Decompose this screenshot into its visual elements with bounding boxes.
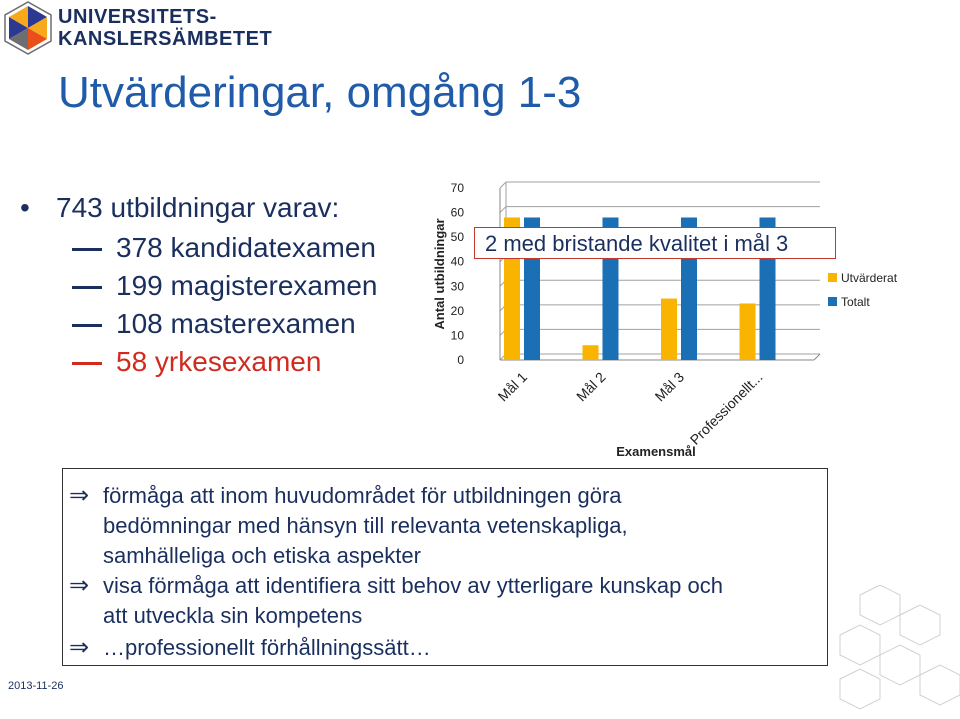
- dash-icon: [72, 248, 102, 251]
- bullet-main-text: 743 utbildningar varav:: [56, 192, 340, 223]
- implies-arrow-icon: ⇒: [69, 634, 90, 661]
- logo-hexagon-icon: [0, 0, 56, 56]
- bullet-main: [20, 192, 339, 224]
- category-label: Mål 3: [651, 368, 688, 405]
- chart-callout: 2 med bristande kvalitet i mål 3: [474, 227, 836, 259]
- info-line: att utveckla sin kompetens: [103, 603, 363, 628]
- y-tick-label: 0: [457, 353, 464, 367]
- y-tick-label: 60: [450, 205, 464, 220]
- y-tick-label: 20: [450, 303, 464, 318]
- category-label: Mål 2: [573, 368, 609, 405]
- sub-bullet: [72, 232, 376, 264]
- dash-icon: [72, 362, 102, 365]
- x-axis-title: Examensmål: [616, 444, 696, 459]
- dash-icon: [72, 324, 102, 327]
- y-tick-label: 70: [450, 181, 464, 195]
- logo-line1: UNIVERSITETS-: [58, 6, 217, 28]
- bar-utvärderat: [583, 345, 599, 360]
- y-tick-label: 30: [450, 279, 464, 294]
- y-axis-title: Antal utbildningar: [432, 218, 447, 330]
- footer-date: 2013-11-26: [8, 680, 64, 692]
- y-tick-label: 50: [450, 230, 464, 245]
- sub-bullet: [72, 270, 377, 302]
- legend-swatch: [828, 297, 837, 306]
- legend-swatch: [828, 273, 837, 282]
- sub-bullet-text: 378 kandidatexamen: [116, 232, 376, 263]
- sub-bullet-text: 58 yrkesexamen: [116, 346, 322, 377]
- dash-icon: [72, 286, 102, 289]
- info-line: samhälleliga och etiska aspekter: [103, 543, 421, 568]
- bar-utvärderat: [661, 299, 677, 360]
- corner-hexagon-pattern: [820, 585, 960, 719]
- logo: [0, 0, 273, 56]
- gridline-side: [500, 182, 506, 188]
- category-label: Mål 1: [494, 368, 531, 405]
- bullet-dot-icon: •: [20, 192, 30, 223]
- bar-utvärderat: [740, 303, 756, 360]
- implies-arrow-icon: ⇒: [69, 482, 90, 509]
- implies-arrow-icon: ⇒: [69, 572, 90, 599]
- sub-bullet: [72, 308, 356, 340]
- sub-bullet-text: 199 magisterexamen: [116, 270, 378, 301]
- gridline-side: [500, 207, 506, 213]
- info-line: bedömningar med hänsyn till relevanta vetenskapliga,: [103, 513, 628, 538]
- sub-bullet-highlight: [72, 346, 321, 378]
- sub-bullet-text: 108 masterexamen: [116, 308, 356, 339]
- legend-label: Totalt: [841, 295, 870, 309]
- bar-chart: [420, 170, 920, 470]
- y-tick-label: 10: [450, 328, 464, 343]
- x-axis-depth: [814, 354, 820, 360]
- category-label: Professionellt...: [686, 368, 766, 448]
- page-title: Utvärderingar, omgång 1-3: [58, 68, 582, 117]
- info-line: förmåga att inom huvudområdet för utbildningen göra: [103, 483, 622, 508]
- y-tick-label: 40: [450, 254, 464, 269]
- info-box: [62, 468, 828, 666]
- legend-label: Utvärderat: [841, 271, 898, 285]
- logo-line2: KANSLERSÄMBETET: [58, 28, 273, 50]
- info-line: …professionellt förhållningssätt…: [103, 635, 431, 660]
- info-line: visa förmåga att identifiera sitt behov av ytterligare kunskap och: [103, 573, 723, 598]
